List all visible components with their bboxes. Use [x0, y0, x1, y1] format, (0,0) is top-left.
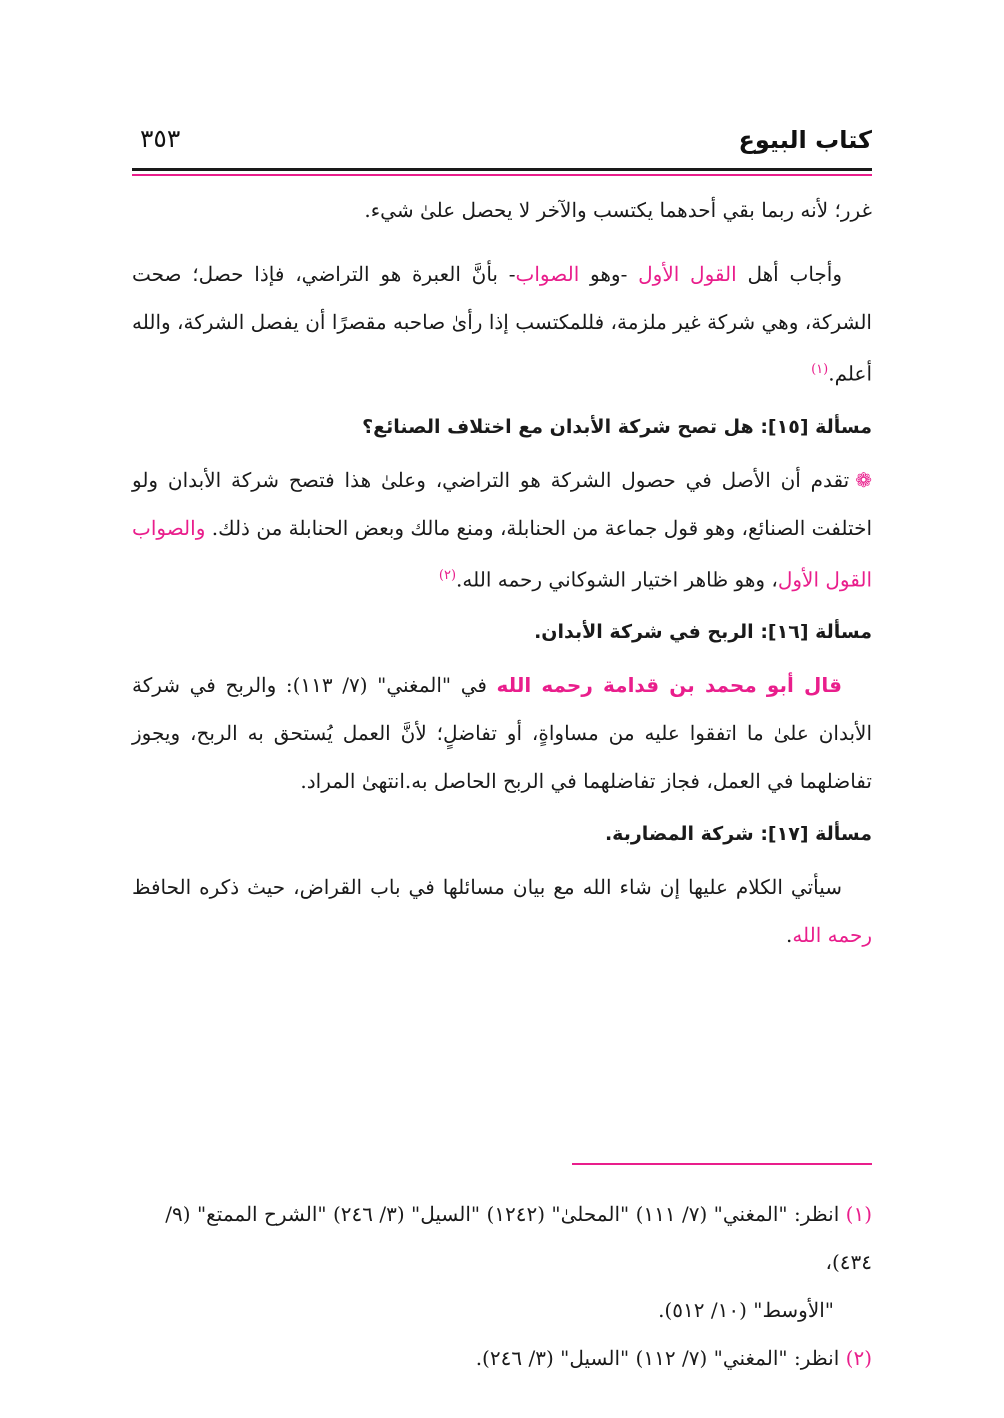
- issue-15-heading: [132, 398, 872, 456]
- paragraph-5-text-a: سيأتي الكلام عليها إن شاء الله مع بيان مسائلها في باب القراض، حيث ذكره الحافظ: [132, 875, 842, 900]
- footnote-1: [132, 1190, 872, 1286]
- footnote-2: [132, 1334, 872, 1382]
- issue-15-title: هل تصح شركة الأبدان مع اختلاف الصنائع؟: [362, 415, 761, 438]
- footnote-ref-2[interactable]: (٢): [438, 567, 457, 583]
- paragraph-2: [132, 250, 872, 398]
- book-title: كتاب البيوع: [738, 126, 872, 154]
- highlight-correct: الصواب: [515, 262, 580, 286]
- footnote-1-text: انظر: "المغني" (٧/ ١١١) "المحلىٰ" (١٢٤٢) "السيل" (٣/ ٢٤٦) "الشرح الممتع" (٩/ ٤٣٤)،: [165, 1202, 872, 1274]
- issue-17-heading: [132, 805, 872, 863]
- issue-17-label: مسألة [١٧]:: [760, 823, 872, 846]
- issue-17-title: شركة المضاربة.: [604, 823, 761, 846]
- issue-16-title: الربح في شركة الأبدان.: [534, 621, 761, 644]
- paragraph-3-text-a: تقدم أن الأصل في حصول الشركة هو التراضي، وعلىٰ هذا فتصح شركة الأبدان ولو اختلفت الصنائع، وهو قول جماعة من الحنابلة، ومنع مالك وبعض الحنابلة من ذلك.: [132, 467, 872, 540]
- rosette-icon: ❁: [855, 467, 872, 492]
- paragraph-4-text-b: في "المغني" (٧/ ١١٣): والربح في شركة الأبدان علىٰ ما اتفقوا عليه من مساواةٍ، أو تفاضلٍ؛ لأنَّ العمل يُستحق به الربح، ويجوز تفاضلهما في العمل، فجاز تفاضلهما في الربح الحاصل به.انتهىٰ المراد.: [132, 673, 872, 794]
- running-header: [132, 122, 872, 162]
- page-number: ٣٥٣: [140, 124, 181, 153]
- paragraph-2-text-a: وأجاب أهل: [736, 262, 843, 286]
- footnote-ref-1[interactable]: (١): [811, 362, 829, 377]
- paragraph-5: [132, 863, 872, 959]
- issue-16-heading: [132, 603, 872, 661]
- footnote-2-text: انظر: "المغني" (٧/ ١١٢) "السيل" (٣/ ٢٤٦).: [475, 1346, 846, 1370]
- header-accent-rule: [132, 174, 872, 176]
- footnotes: [132, 1190, 872, 1382]
- header-rule: [132, 168, 872, 171]
- paragraph-2-text-c: -وهو: [579, 262, 639, 286]
- paragraph-5-text-c: .: [785, 923, 793, 948]
- paragraph-1: غرر؛ لأنه ربما بقي أحدهما يكتسب والآخر لا يحصل علىٰ شيء.: [364, 198, 872, 222]
- footnote-separator: [572, 1163, 872, 1165]
- quoted-scholar: قال أبو محمد بن قدامة رحمه الله: [496, 673, 842, 698]
- honorific: رحمه الله: [792, 923, 872, 948]
- highlight-first-opinion: القول الأول: [638, 262, 737, 286]
- paragraph-2-text-e: - بأنَّ العبرة هو التراضي، فإذا حصل؛ صحت الشركة، وهي شركة غير ملزمة، فللمكتسب إذا رأىٰ صاحبه مقصرًا أن يفصل الشركة، والله أعلم.: [132, 262, 872, 386]
- paragraph-3: [132, 456, 872, 604]
- issue-16-label: مسألة [١٦]:: [760, 621, 872, 644]
- issue-15-label: مسألة [١٥]:: [760, 415, 872, 438]
- book-page: [132, 0, 872, 1418]
- footnote-1-number: (١): [845, 1202, 872, 1226]
- paragraph-4: [132, 661, 872, 805]
- body-text: [132, 186, 872, 959]
- paragraph-3-text-c: ، وهو ظاهر اختيار الشوكاني رحمه الله.: [456, 567, 778, 592]
- footnote-2-number: (٢): [845, 1346, 872, 1370]
- footnote-1-continuation: "الأوسط" (١٠/ ٥١٢).: [658, 1298, 834, 1322]
- highlight-correct-opinion: والصواب القول الأول: [132, 515, 872, 592]
